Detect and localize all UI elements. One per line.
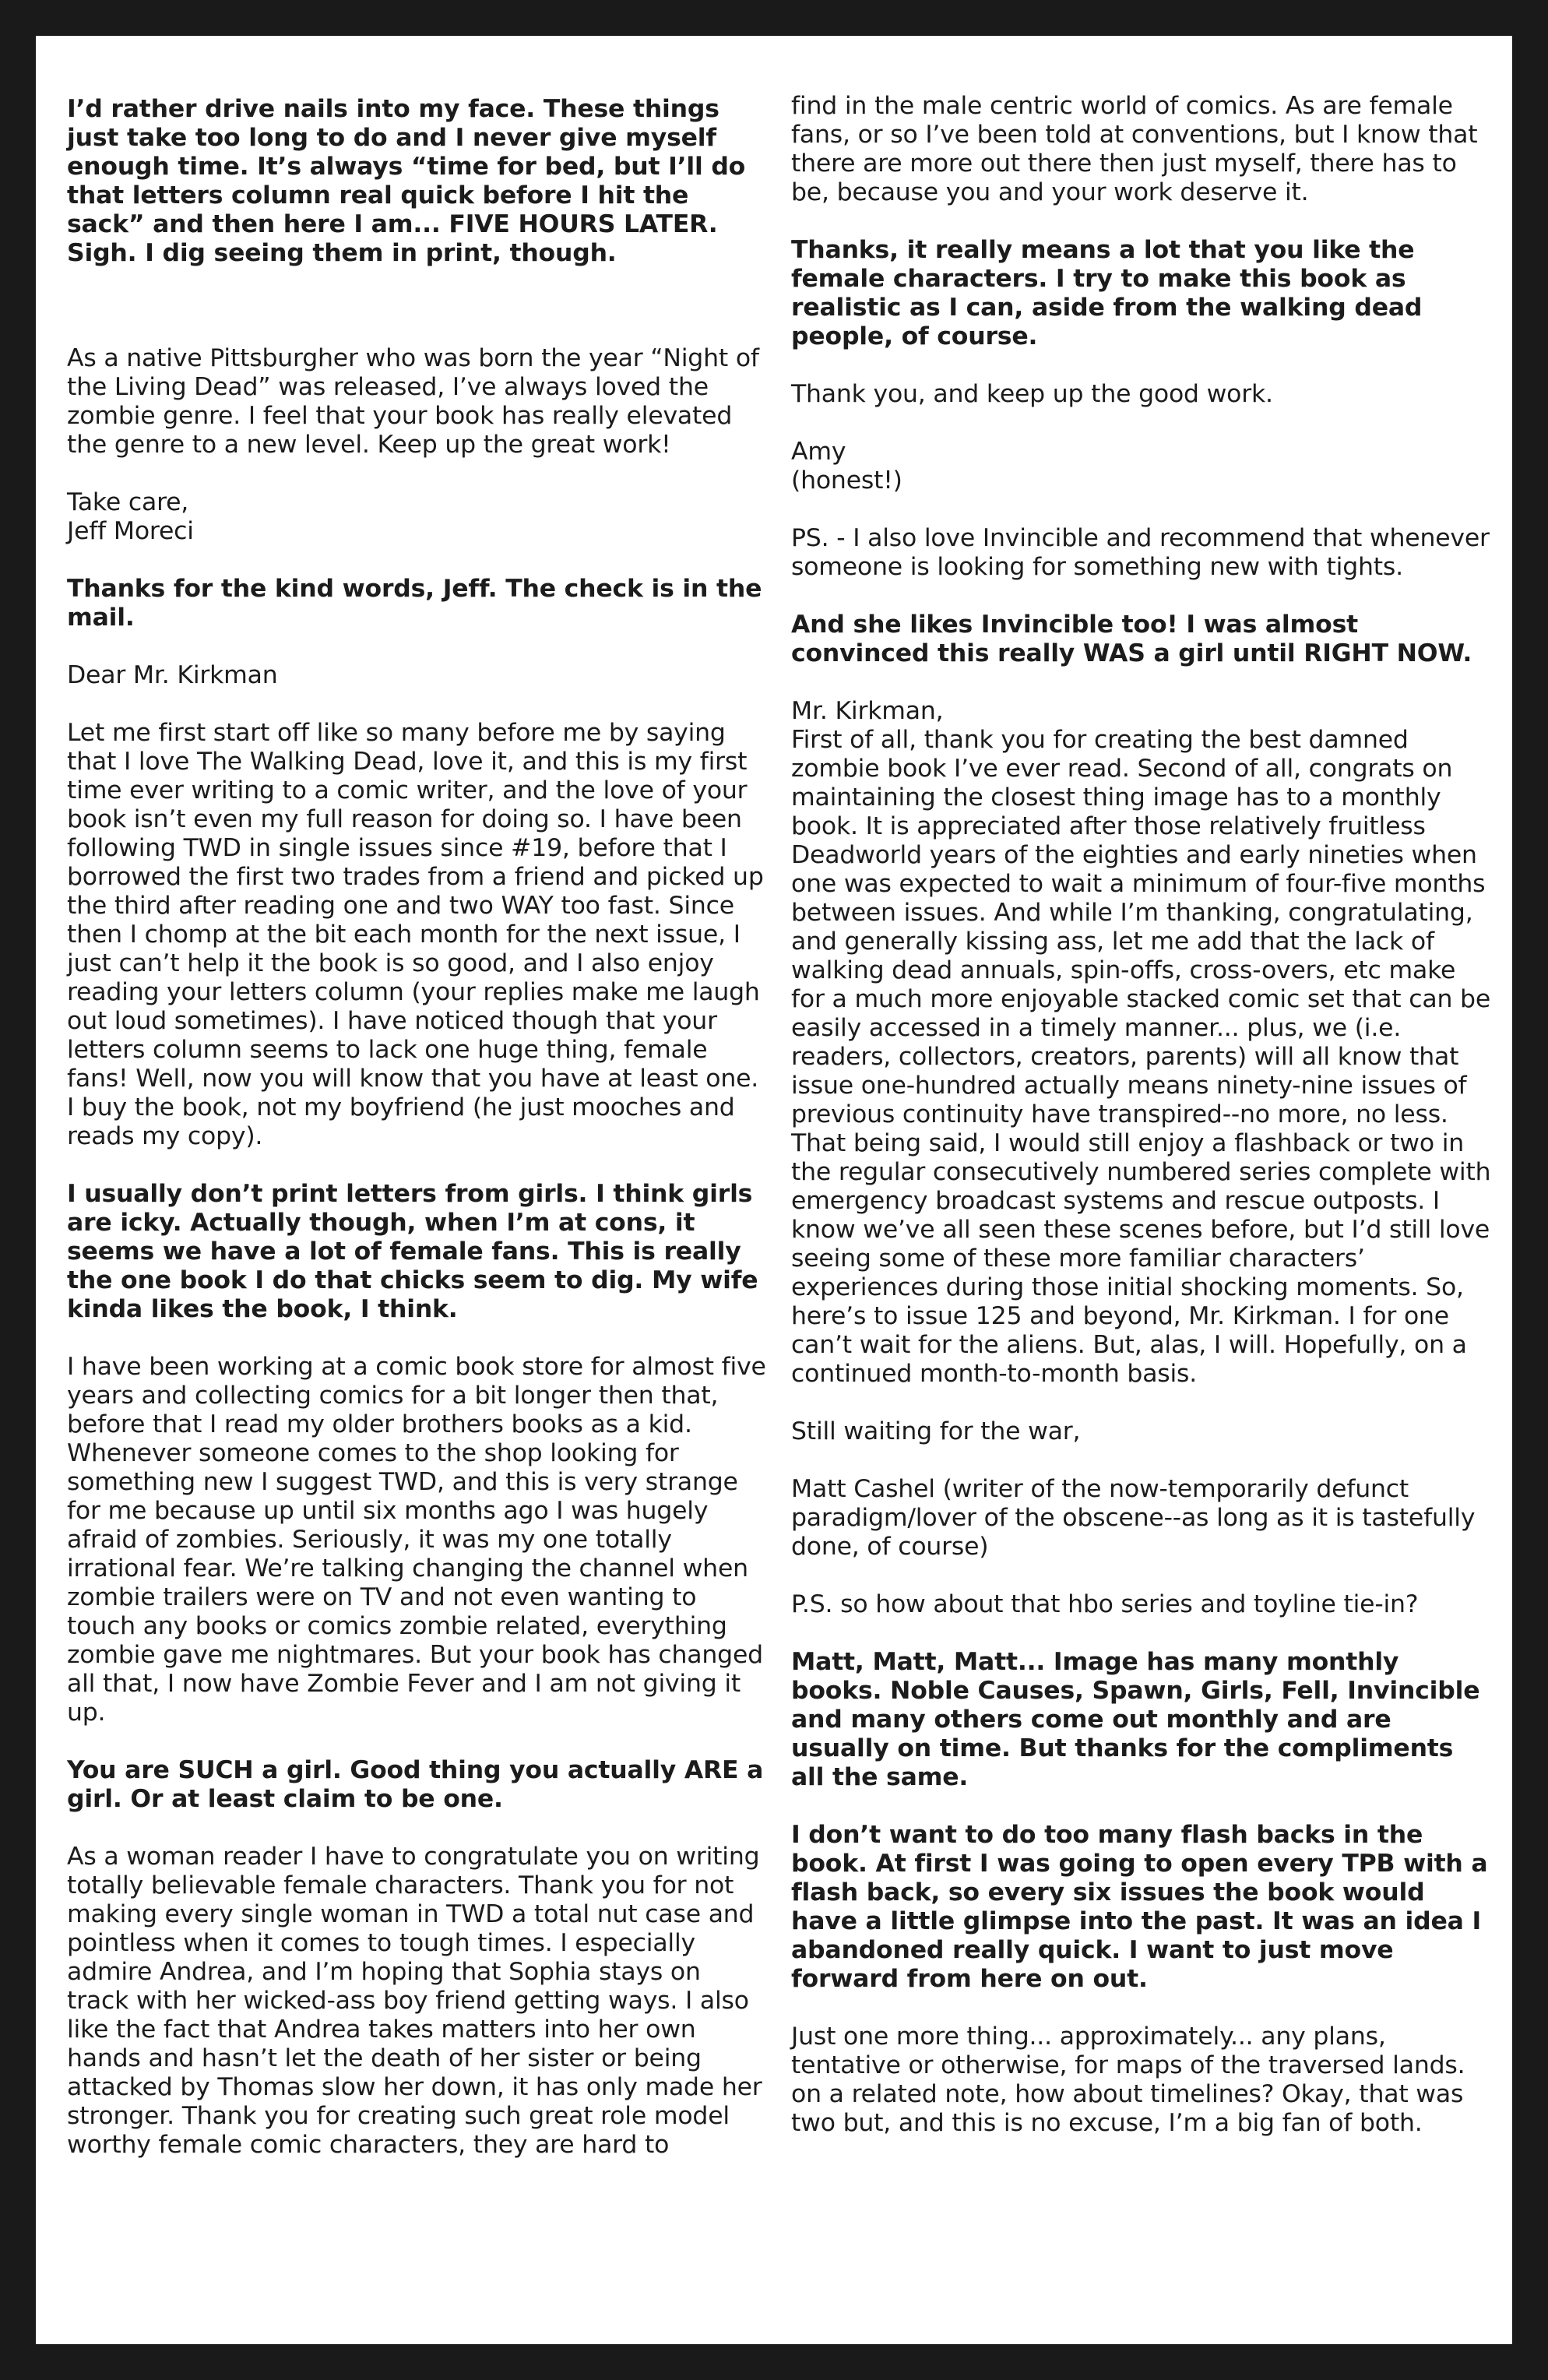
signoff-note: (honest!) xyxy=(791,466,902,495)
editor-reply: Thanks for the kind words, Jeff. The check is in the mail. xyxy=(67,575,762,632)
letter-signoff xyxy=(791,438,1492,495)
letter-signature: Matt Cashel (writer of the now-temporarily defunct paradigm/lover of the obscene--as long as it is tastefully done, of course) xyxy=(791,1475,1476,1561)
letter-signoff xyxy=(67,488,768,546)
editor-reply: And she likes Invincible too! I was almost convinced this really WAS a girl until RIGHT NOW. xyxy=(791,611,1472,667)
letter-paragraph: find in the male centric world of comics. As are female fans, or so I’ve been told at conventions, but I know that there are more out there then just myself, there has to be, because you and your work deserve it. xyxy=(791,92,1478,206)
letter-closing: Still waiting for the war, xyxy=(791,1417,1081,1445)
letter-paragraph: As a native Pittsburgher who was born the year “Night of the Living Dead” was released, I’ve always loved the zombie genre. I feel that your book has really elevated the genre to a new level. Keep up the great work! xyxy=(67,344,759,459)
letter-paragraph: Thank you, and keep up the good work. xyxy=(791,380,1273,408)
editor-reply: I’d rather drive nails into my face. These things just take too long to do and I never give myself enough time. It’s always “time for bed, but I’ll do that letters column real quick before I hit the sack” and then here I am... FIVE HOURS LATER. Sigh. I dig seeing them in print, though. xyxy=(67,95,746,267)
letter-paragraph: I have been working at a comic book store for almost five years and collecting comics for a bit longer then that, before that I read my older brothers books as a kid. Whenever someone comes to the shop looking for something new I suggest TWD, and this is very strange for me because up until six months ago I was hugely afraid of zombies. Seriously, it was my one totally irrational fear. We’re talking changing the channel when zombie trailers were on TV and not even wanting to touch any books or comics zombie related, everything zombie gave me nightmares. But your book has changed all that, I now have Zombie Fever and I am not giving it up. xyxy=(67,1353,766,1727)
signoff-line: Take care, xyxy=(67,488,189,516)
editor-reply: I usually don’t print letters from girls. I think girls are icky. Actually though, when I’m at cons, it seems we have a lot of female fans. This is really the one book I do that chicks seem to dig. My wife kinda likes the book, I think. xyxy=(67,1180,758,1323)
letter-salutation: Mr. Kirkman, xyxy=(791,697,944,725)
letter-paragraph: Just one more thing... approximately... any plans, tentative or otherwise, for maps of the traversed lands. on a related note, how about timelines? Okay, that was two but, and this is no excuse, I’m a big fan of both. xyxy=(791,2023,1465,2137)
letter-paragraph: As a woman reader I have to congratulate you on writing totally believable female characters. Thank you for not making every single woman in TWD a total nut case and pointless when it comes to tough times. I especially admire Andrea, and I’m hoping that Sophia stays on track with her wicked-ass boy friend getting ways. I also like the fact that Andrea takes matters into her own hands and hasn’t let the death of her sister or being attacked by Thomas slow her down, it has only made her stronger. Thank you for creating such great role model worthy female comic characters, they are hard to xyxy=(67,1843,762,2159)
right-column xyxy=(791,92,1492,2167)
letter-postscript: PS. - I also love Invincible and recommend that whenever someone is looking for something new with tights. xyxy=(791,524,1490,581)
letter-block xyxy=(791,697,1492,1389)
letter-paragraph: First of all, thank you for creating the best damned zombie book I’ve ever read. Second of all, congrats on maintaining the closest thing image has to a monthly book. It is appreciated after those relatively fruitless Deadworld years of the eighties and early nineties when one was expected to wait a minimum of four-five months between issues. And while I’m thanking, congratulating, and generally kissing ass, let me add that the lack of walking dead annuals, spin-offs, cross-overs, etc make for a much more enjoyable stacked comic set that can be easily accessed in a timely manner... plus, we (i.e. readers, collectors, creators, parents) will all know that issue one-hundred actually means ninety-nine issues of previous continuity have transpired--no more, no less. That being said, I would still enjoy a flashback or two in the regular consecutively numbered series complete with emergency broadcast systems and rescue outposts. I know we’ve all seen these scenes before, but I’d still love seeing some of these more familiar characters’ experiences during those initial shocking moments. So, here’s to issue 125 and beyond, Mr. Kirkman. I for one can’t wait for the aliens. But, alas, I will. Hopefully, on a continued month-to-month basis. xyxy=(791,726,1491,1388)
letter-salutation: Dear Mr. Kirkman xyxy=(67,661,278,689)
editor-reply: Thanks, it really means a lot that you like the female characters. I try to make this book as realistic as I can, aside from the walking dead people, of course. xyxy=(791,236,1423,350)
left-column xyxy=(67,95,768,2188)
letter-postscript: P.S. so how about that hbo series and toyline tie-in? xyxy=(791,1590,1419,1618)
signoff-name: Jeff Moreci xyxy=(67,517,194,545)
signoff-name: Amy xyxy=(791,438,846,466)
editor-reply: Matt, Matt, Matt... Image has many monthly books. Noble Causes, Spawn, Girls, Fell, Invincible and many others come out monthly and are usually on time. But thanks for the compliments all the same. xyxy=(791,1648,1480,1791)
editor-reply: You are SUCH a girl. Good thing you actually ARE a girl. Or at least claim to be one. xyxy=(67,1756,764,1813)
editor-reply: I don’t want to do too many flash backs in the book. At first I was going to open every TPB with a flash back, so every six issues the book would have a little glimpse into the past. It was an idea I abandoned really quick. I want to just move forward from here on out. xyxy=(791,1821,1488,1993)
letter-paragraph: Let me first start off like so many before me by saying that I love The Walking Dead, love it, and this is my first time ever writing to a comic writer, and the love of your book isn’t even my full reason for doing so. I have been following TWD in single issues since #19, before that I borrowed the first two trades from a friend and picked up the third after reading one and two WAY too fast. Since then I chomp at the bit each month for the next issue, I just can’t help it the book is so good, and I also enjoy reading your letters column (your replies make me laugh out loud sometimes). I have noticed though that your letters column seems to lack one huge thing, female fans! Well, now you will know that you have at least one. I buy the book, not my boyfriend (he just mooches and reads my copy). xyxy=(67,719,764,1150)
letters-page xyxy=(36,36,1512,2344)
